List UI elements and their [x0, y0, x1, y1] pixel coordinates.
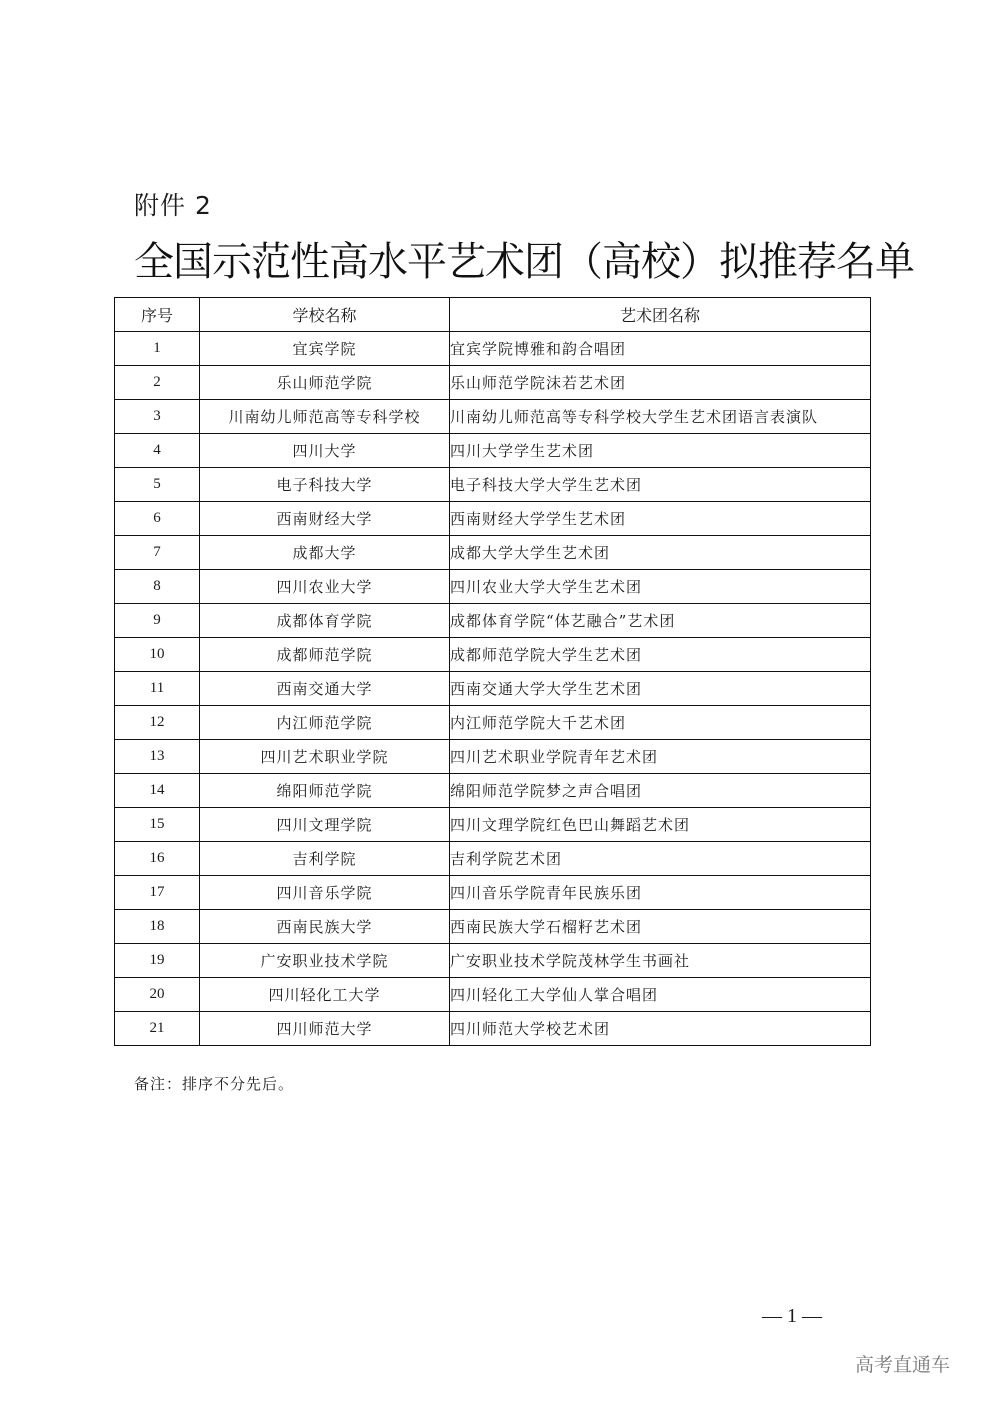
troupe-name: 四川音乐学院青年民族乐团: [450, 876, 871, 910]
troupe-name: 宜宾学院博雅和韵合唱团: [450, 332, 871, 366]
header-troupe: 艺术团名称: [450, 298, 871, 332]
row-number: 6: [115, 502, 200, 536]
row-number: 16: [115, 842, 200, 876]
table-row: [115, 706, 871, 740]
table-row: [115, 910, 871, 944]
table-row: [115, 400, 871, 434]
troupe-name: 川南幼儿师范高等专科学校大学生艺术团语言表演队: [450, 400, 871, 434]
row-number: 21: [115, 1012, 200, 1046]
row-number: 9: [115, 604, 200, 638]
table-row: [115, 740, 871, 774]
troupe-name: 四川文理学院红色巴山舞蹈艺术团: [450, 808, 871, 842]
school-name: 四川音乐学院: [200, 876, 450, 910]
troupe-name: 四川师范大学校艺术团: [450, 1012, 871, 1046]
school-name: 宜宾学院: [200, 332, 450, 366]
school-name: 四川文理学院: [200, 808, 450, 842]
header-no: 序号: [115, 298, 200, 332]
troupe-name: 四川艺术职业学院青年艺术团: [450, 740, 871, 774]
table-row: [115, 502, 871, 536]
row-number: 1: [115, 332, 200, 366]
troupe-name: 四川农业大学大学生艺术团: [450, 570, 871, 604]
table-row: [115, 570, 871, 604]
row-number: 14: [115, 774, 200, 808]
troupe-name: 绵阳师范学院梦之声合唱团: [450, 774, 871, 808]
table-row: [115, 808, 871, 842]
row-number: 4: [115, 434, 200, 468]
table-row: [115, 978, 871, 1012]
table-row: [115, 434, 871, 468]
table-row: [115, 672, 871, 706]
table-row: [115, 1012, 871, 1046]
recommendation-table: [114, 297, 871, 1046]
row-number: 13: [115, 740, 200, 774]
troupe-name: 电子科技大学大学生艺术团: [450, 468, 871, 502]
row-number: 19: [115, 944, 200, 978]
school-name: 西南民族大学: [200, 910, 450, 944]
header-school: 学校名称: [200, 298, 450, 332]
troupe-name: 广安职业技术学院茂林学生书画社: [450, 944, 871, 978]
troupe-name: 吉利学院艺术团: [450, 842, 871, 876]
attachment-label: 附件 2: [134, 191, 212, 220]
school-name: 西南财经大学: [200, 502, 450, 536]
table-row: [115, 774, 871, 808]
school-name: 四川大学: [200, 434, 450, 468]
troupe-name: 西南财经大学学生艺术团: [450, 502, 871, 536]
table-row: [115, 638, 871, 672]
row-number: 2: [115, 366, 200, 400]
row-number: 8: [115, 570, 200, 604]
row-number: 20: [115, 978, 200, 1012]
school-name: 内江师范学院: [200, 706, 450, 740]
troupe-name: 四川大学学生艺术团: [450, 434, 871, 468]
row-number: 3: [115, 400, 200, 434]
school-name: 广安职业技术学院: [200, 944, 450, 978]
school-name: 川南幼儿师范高等专科学校: [200, 400, 450, 434]
row-number: 10: [115, 638, 200, 672]
page-number: — 1 —: [762, 1305, 822, 1327]
troupe-name: 西南民族大学石榴籽艺术团: [450, 910, 871, 944]
row-number: 15: [115, 808, 200, 842]
school-name: 成都体育学院: [200, 604, 450, 638]
table-row: [115, 332, 871, 366]
school-name: 绵阳师范学院: [200, 774, 450, 808]
watermark: 高考直通车: [855, 1354, 951, 1376]
school-name: 成都大学: [200, 536, 450, 570]
table-row: [115, 468, 871, 502]
troupe-name: 成都大学大学生艺术团: [450, 536, 871, 570]
troupe-name: 成都师范学院大学生艺术团: [450, 638, 871, 672]
school-name: 四川农业大学: [200, 570, 450, 604]
row-number: 17: [115, 876, 200, 910]
table-row: [115, 944, 871, 978]
school-name: 四川师范大学: [200, 1012, 450, 1046]
school-name: 吉利学院: [200, 842, 450, 876]
troupe-name: 四川轻化工大学仙人掌合唱团: [450, 978, 871, 1012]
school-name: 成都师范学院: [200, 638, 450, 672]
school-name: 四川艺术职业学院: [200, 740, 450, 774]
table-row: [115, 842, 871, 876]
troupe-name: 西南交通大学大学生艺术团: [450, 672, 871, 706]
table-row: [115, 876, 871, 910]
table-row: [115, 536, 871, 570]
school-name: 电子科技大学: [200, 468, 450, 502]
troupe-name: 乐山师范学院沫若艺术团: [450, 366, 871, 400]
school-name: 西南交通大学: [200, 672, 450, 706]
page-title: 全国示范性高水平艺术团（高校）拟推荐名单: [134, 239, 914, 285]
row-number: 11: [115, 672, 200, 706]
school-name: 四川轻化工大学: [200, 978, 450, 1012]
troupe-name: 成都体育学院“体艺融合”艺术团: [450, 604, 871, 638]
table-row: [115, 366, 871, 400]
row-number: 5: [115, 468, 200, 502]
note: 备注：排序不分先后。: [134, 1075, 295, 1093]
row-number: 7: [115, 536, 200, 570]
table-header-row: [115, 298, 871, 332]
row-number: 12: [115, 706, 200, 740]
school-name: 乐山师范学院: [200, 366, 450, 400]
troupe-name: 内江师范学院大千艺术团: [450, 706, 871, 740]
row-number: 18: [115, 910, 200, 944]
table-row: [115, 604, 871, 638]
